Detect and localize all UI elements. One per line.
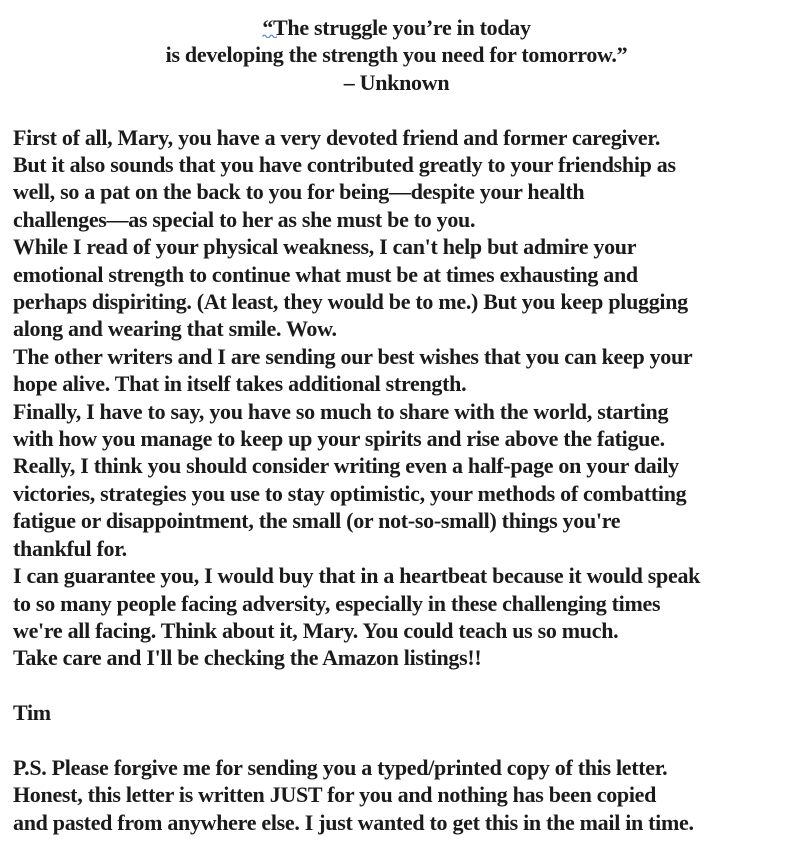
body-line: perhaps dispiriting. (At least, they would be to me.) But you keep plugging: [13, 289, 688, 315]
quote-line-1: [13, 14, 780, 41]
body-line: Finally, I have to say, you have so much to share with the world, starting: [13, 398, 669, 424]
spacer: [13, 727, 780, 754]
body-line: hope alive. That in itself takes additional strength.: [13, 371, 467, 397]
letter-body: [13, 124, 780, 672]
body-line: well, so a pat on the back to you for being—despite your health: [13, 179, 585, 205]
body-line: thankful for.: [13, 535, 127, 561]
spacer: [13, 96, 780, 123]
quote-attribution: – Unknown: [343, 69, 450, 95]
body-line: along and wearing that smile. Wow.: [13, 316, 337, 342]
body-line: Take care and I'll be checking the Amazon listings!!: [13, 645, 482, 671]
body-line: challenges—as special to her as she must be to you.: [13, 206, 476, 232]
postscript-line: Honest, this letter is written JUST for you and nothing has been copied: [13, 782, 657, 808]
spellcheck-squiggle-icon: [262, 33, 277, 38]
body-line: to so many people facing adversity, especially in these challenging times: [13, 590, 661, 616]
body-line: First of all, Mary, you have a very devoted friend and former caregiver.: [13, 124, 661, 150]
quote-open-mark: [262, 14, 273, 41]
quote-open-char: “: [262, 15, 274, 40]
body-line: Really, I think you should consider writing even a half-page on your daily: [13, 453, 679, 479]
body-line: emotional strength to continue what must be at times exhausting and: [13, 261, 638, 287]
body-line: we're all facing. Think about it, Mary. You could teach us so much.: [13, 617, 619, 643]
body-line: with how you manage to keep up your spirits and rise above the fatigue.: [13, 426, 665, 452]
body-line: victories, strategies you use to stay optimistic, your methods of combatting: [13, 480, 687, 506]
body-line: The other writers and I are sending our best wishes that you can keep your: [13, 343, 693, 369]
quote-line-1-text: The struggle you’re in today: [273, 15, 531, 40]
postscript: [13, 754, 780, 836]
body-line: fatigue or disappointment, the small (or not-so-small) things you're: [13, 508, 621, 534]
postscript-line: P.S. Please forgive me for sending you a typed/printed copy of this letter.: [13, 754, 668, 780]
signature: Tim: [13, 700, 51, 726]
quote-block: [13, 14, 780, 96]
spacer: [13, 672, 780, 699]
quote-line-2: is developing the strength you need for tomorrow.”: [165, 42, 628, 68]
body-line: While I read of your physical weakness, I can't help but admire your: [13, 234, 637, 260]
body-line: But it also sounds that you have contributed greatly to your friendship as: [13, 152, 676, 178]
postscript-line: and pasted from anywhere else. I just wanted to get this in the mail in time.: [13, 809, 694, 835]
body-line: I can guarantee you, I would buy that in a heartbeat because it would speak: [13, 563, 701, 589]
